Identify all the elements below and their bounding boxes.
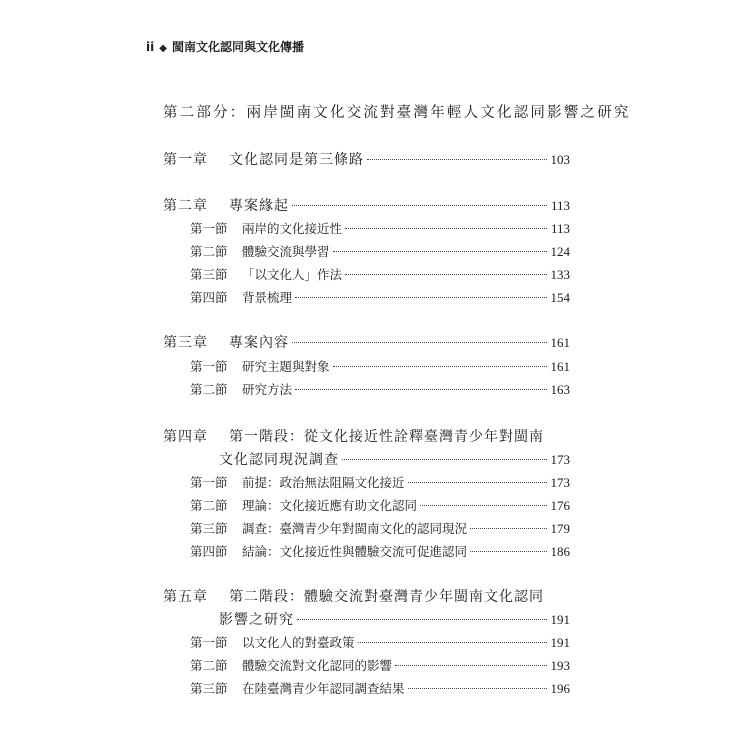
page-ref: 161: [550, 335, 570, 350]
section-title: 背景梳理: [242, 290, 293, 305]
toc-chapter-4[interactable]: [163, 427, 570, 447]
toc-section[interactable]: [190, 242, 570, 262]
toc-chapter-1[interactable]: [163, 150, 570, 170]
toc-chapter-5[interactable]: [163, 587, 570, 607]
page-ref: 113: [550, 198, 570, 213]
toc-section[interactable]: [190, 265, 570, 285]
toc-section[interactable]: [190, 679, 570, 699]
dot-leader: [345, 228, 547, 229]
page-ref: 176: [550, 498, 570, 513]
dot-leader: [408, 482, 547, 483]
toc-section[interactable]: [190, 380, 570, 400]
section-title: 研究方法: [242, 382, 293, 397]
page-ref: 173: [550, 452, 570, 467]
section-title: 「以文化人」作法: [242, 267, 343, 282]
dot-leader: [297, 619, 547, 620]
section-number: 第二節: [190, 658, 228, 673]
section-title: 調查：臺灣青少年對閩南文化的認同現況: [242, 521, 468, 536]
section-number: 第一節: [190, 221, 228, 236]
page-ref: 113: [550, 221, 570, 236]
chapter-number: 第四章: [163, 429, 208, 445]
chapter-title: 第一階段：從文化接近性詮釋臺灣青少年對閩南: [229, 429, 544, 445]
section-number: 第一節: [190, 475, 228, 490]
dot-leader: [342, 459, 547, 460]
dot-leader: [295, 297, 547, 298]
toc-chapter-2[interactable]: [163, 196, 570, 216]
toc-section[interactable]: [190, 288, 570, 308]
section-title: 體驗交流對文化認同的影響: [242, 658, 393, 673]
section-title: 在陸臺灣青少年認同調查結果: [242, 681, 405, 696]
dot-leader: [470, 528, 547, 529]
toc-chapter-4-cont[interactable]: [219, 450, 570, 470]
page-ref: 133: [550, 267, 570, 282]
page-number: ii: [146, 40, 155, 54]
dot-leader: [470, 551, 547, 552]
part-title: 第二部分：兩岸閩南文化交流對臺灣年輕人文化認同影響之研究: [163, 105, 631, 121]
page-ref: 163: [550, 382, 570, 397]
chapter-title: 專案緣起: [229, 198, 289, 214]
page-ref: 191: [550, 612, 570, 627]
page-ref: 124: [550, 244, 570, 259]
chapter-title-cont: 影響之研究: [219, 612, 294, 628]
dot-leader: [367, 159, 547, 160]
book-title: 閩南文化認同與文化傳播: [171, 40, 304, 54]
chapter-number: 第三章: [163, 335, 208, 351]
chapter-number: 第二章: [163, 198, 208, 214]
page-ref: 173: [550, 475, 570, 490]
section-title: 理論：文化接近應有助文化認同: [242, 498, 418, 513]
dot-leader: [333, 366, 547, 367]
section-title: 結論：文化接近性與體驗交流可促進認同: [242, 544, 468, 559]
section-number: 第二節: [190, 382, 228, 397]
toc-chapter-5-cont[interactable]: [219, 610, 570, 630]
dot-leader: [420, 505, 547, 506]
page-ref: 186: [550, 544, 570, 559]
toc-section[interactable]: [190, 519, 570, 539]
section-title: 體驗交流與學習: [242, 244, 330, 259]
page-ref: 196: [550, 681, 570, 696]
dot-leader: [292, 342, 547, 343]
section-number: 第三節: [190, 267, 228, 282]
section-number: 第二節: [190, 244, 228, 259]
page-ref: 191: [550, 635, 570, 650]
toc-section[interactable]: [190, 496, 570, 516]
dot-leader: [408, 688, 547, 689]
section-title: 兩岸的文化接近性: [242, 221, 343, 236]
dot-leader: [292, 205, 547, 206]
section-number: 第一節: [190, 635, 228, 650]
section-number: 第三節: [190, 681, 228, 696]
toc-chapter-3[interactable]: [163, 333, 570, 353]
section-number: 第二節: [190, 498, 228, 513]
toc-section[interactable]: [190, 357, 570, 377]
chapter-title: 文化認同是第三條路: [229, 152, 364, 168]
chapter-number: 第一章: [163, 152, 208, 168]
toc-section[interactable]: [190, 473, 570, 493]
dot-leader: [345, 274, 547, 275]
chapter-title: 專案內容: [229, 335, 289, 351]
section-number: 第一節: [190, 359, 228, 374]
diamond-icon: ◆: [159, 43, 167, 54]
dot-leader: [358, 642, 547, 643]
page-ref: 154: [550, 290, 570, 305]
toc-section[interactable]: [190, 219, 570, 239]
chapter-title: 第二階段：體驗交流對臺灣青少年閩南文化認同: [229, 589, 544, 605]
chapter-number: 第五章: [163, 589, 208, 605]
toc-section[interactable]: [190, 633, 570, 653]
section-title: 研究主題與對象: [242, 359, 330, 374]
page-ref: 161: [550, 359, 570, 374]
section-title: 前提：政治無法阻隔文化接近: [242, 475, 405, 490]
dot-leader: [295, 389, 547, 390]
page-ref: 179: [550, 521, 570, 536]
section-number: 第四節: [190, 290, 228, 305]
section-number: 第四節: [190, 544, 228, 559]
chapter-title-cont: 文化認同現況調查: [219, 452, 339, 468]
toc-section[interactable]: [190, 656, 570, 676]
dot-leader: [395, 665, 547, 666]
toc-section[interactable]: [190, 542, 570, 562]
dot-leader: [333, 251, 547, 252]
page-ref: 193: [550, 658, 570, 673]
section-title: 以文化人的對臺政策: [242, 635, 355, 650]
section-number: 第三節: [190, 521, 228, 536]
page-ref: 103: [550, 152, 570, 167]
